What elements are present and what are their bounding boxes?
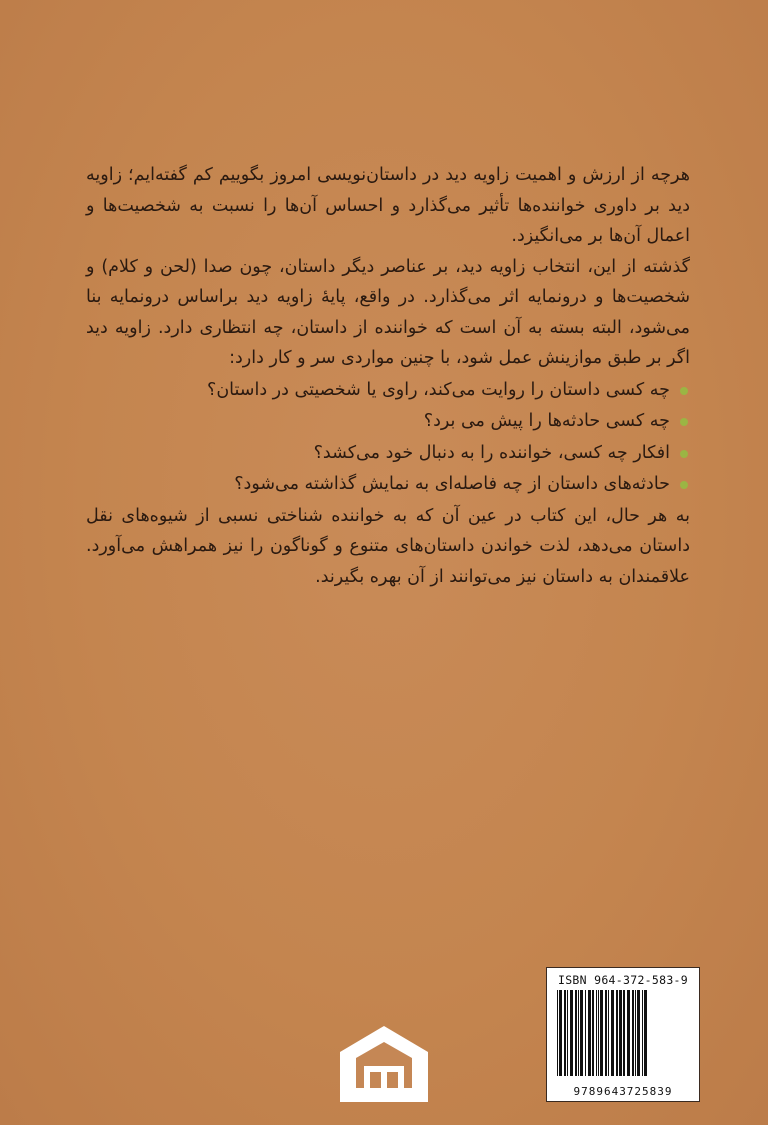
list-item-text: حادثه‌های داستان از چه فاصله‌ای به نمایش گذاشته می‌شود؟ — [234, 474, 670, 494]
closing-paragraph: به هر حال، این کتاب در عین آن که به خواننده شناختی نسبی از شیوه‌های نقل داستان می‌دهد، لذت خواندن داستان‌های متنوع و گوناگون را نیز همراهش می‌آورد. علاقمندان به داستان نیز می‌توانند از آن بهره بگیرند. — [86, 505, 690, 587]
list-item-text: چه کسی حادثه‌ها را پیش می برد؟ — [423, 411, 670, 431]
list-item — [86, 406, 690, 437]
publisher-logo-icon — [336, 1022, 432, 1106]
barcode — [546, 967, 700, 1102]
ean-digits: 9789643725839 — [573, 1085, 673, 1098]
barcode-bar — [578, 990, 579, 1076]
list-item — [86, 469, 690, 500]
barcode-bar — [585, 990, 586, 1076]
list-item — [86, 375, 690, 406]
barcode-bar — [557, 990, 558, 1076]
barcode-bar — [605, 990, 607, 1076]
intro-paragraph: هرچه از ارزش و اهمیت زاویه دید در داستان‌نویسی امروز بگوییم کم گفته‌ایم؛ زاویه دید بر داوری خواننده‌ها تأثیر می‌گذارد و احساس آن‌ها را نسبت به شخصیت‌ها و اعمال آن‌ها بر می‌انگیزد. — [86, 165, 690, 246]
second-paragraph: گذشته از این، انتخاب زاویه دید، بر عناصر دیگر داستان، چون صدا (لحن و کلام) و شخصیت‌ها و درونمایه اثر می‌گذارد. در واقع، پایهٔ زاویه دید براساس درونمایه بنا می‌شود، البته بسته به آن است که خواننده از داستان، چه انتظاری دارد. زاویه دید اگر بر طبق موازینش عمل شود، با چنین مواردی سر و کار دارد: — [86, 256, 690, 368]
barcode-bar — [644, 990, 647, 1076]
barcode-bar — [596, 990, 597, 1076]
barcode-bar — [608, 990, 609, 1076]
barcode-bar — [637, 990, 640, 1076]
barcode-bar — [619, 990, 622, 1076]
barcode-bar — [600, 990, 603, 1076]
barcode-bar — [627, 990, 630, 1076]
barcode-bar — [564, 990, 566, 1076]
barcode-bar — [623, 990, 625, 1076]
barcode-bar — [635, 990, 636, 1076]
barcode-bar — [616, 990, 618, 1076]
barcode-bar — [588, 990, 591, 1076]
bullet-dot-icon — [680, 450, 688, 458]
barcode-bar — [567, 990, 568, 1076]
question-list — [86, 375, 690, 500]
barcode-bar — [559, 990, 562, 1076]
barcode-bar — [611, 990, 614, 1076]
barcode-bar — [642, 990, 643, 1076]
barcode-bar — [575, 990, 577, 1076]
bullet-dot-icon — [680, 387, 688, 395]
list-item-text: افکار چه کسی، خواننده را به دنبال خود می‌کشد؟ — [313, 442, 670, 463]
barcode-bar — [632, 990, 634, 1076]
barcode-bar — [580, 990, 583, 1076]
bullet-dot-icon — [680, 418, 688, 426]
list-item — [86, 438, 690, 469]
isbn-label: ISBN 964-372-583-9 — [557, 973, 689, 987]
blurb-text — [86, 160, 690, 592]
barcode-bar — [598, 990, 599, 1076]
barcode-bars — [555, 990, 691, 1076]
bullet-dot-icon — [680, 481, 688, 489]
barcode-bar — [570, 990, 573, 1076]
list-item-text: چه کسی داستان را روایت می‌کند، راوی یا شخصیتی در داستان؟ — [207, 379, 670, 400]
barcode-bar — [592, 990, 594, 1076]
